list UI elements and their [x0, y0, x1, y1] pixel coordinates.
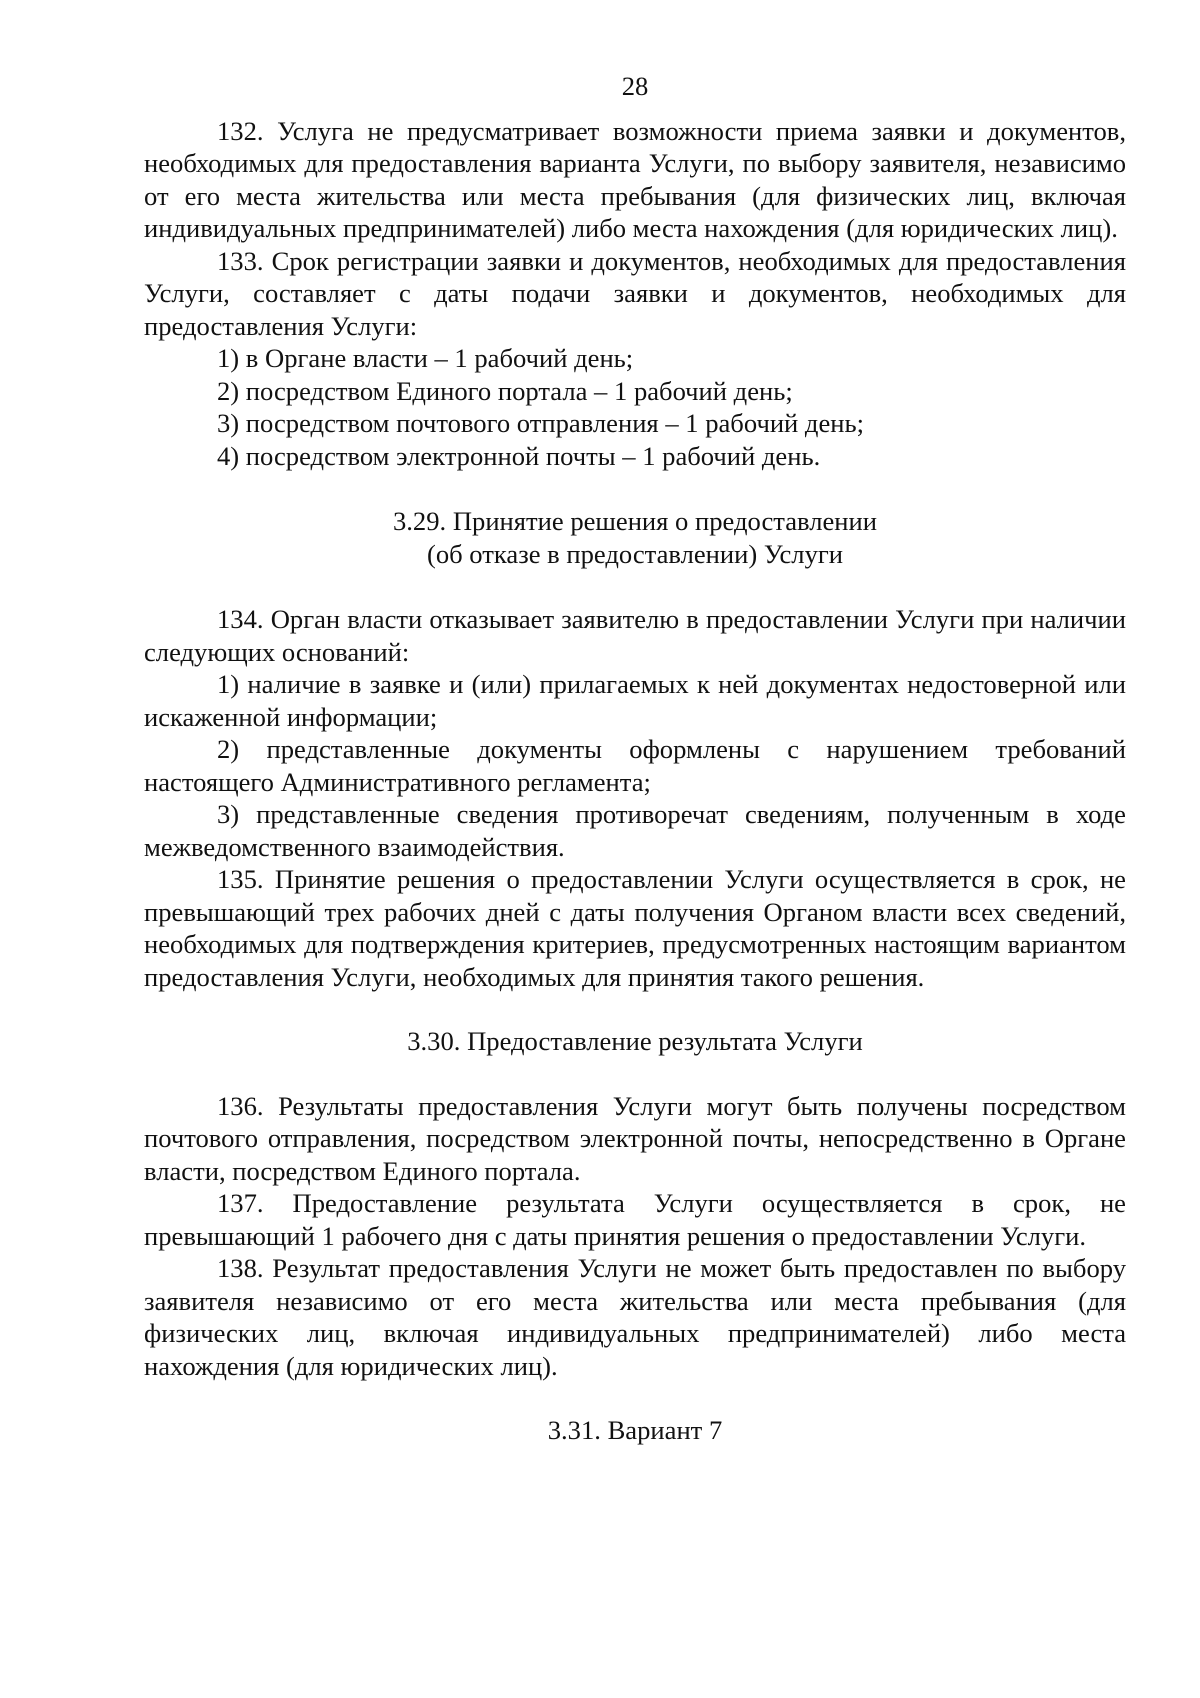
section-heading-3-30: [144, 1025, 1126, 1058]
section-title-line: (об отказе в предоставлении) Услуги: [426, 538, 844, 569]
page-number: 28: [621, 71, 649, 101]
list-item: 3) посредством почтового отправления – 1 рабочий день;: [217, 408, 865, 438]
section-title-line: 3.29. Принятие решения о предоставлении: [392, 506, 877, 536]
paragraph-136: 136. Результаты предоставления Услуги могут быть получены посредством почтового отправления, посредством электронной почты, непосредственно в Органе власти, посредством Единого портала.: [144, 1090, 1126, 1186]
list-item: 3) представленные сведения противоречат сведениям, полученным в ходе межведомственного взаимодействия.: [144, 799, 1126, 862]
paragraph-134: 134. Орган власти отказывает заявителю в предоставлении Услуги при наличии следующих оснований:: [144, 604, 1126, 667]
list-item: 2) представленные документы оформлены с нарушением требований настоящего Административного регламента;: [144, 734, 1126, 797]
paragraph-135: 135. Принятие решения о предоставлении Услуги осуществляется в срок, не превышающий трех рабочих дней с даты получения Органом власти всех сведений, необходимых для подтверждения критериев, предусмотренных настоящим вариантом предоставления Услуги, необходимых для принятия такого решения.: [144, 864, 1126, 992]
paragraph-137: 137. Предоставление результата Услуги осуществляется в срок, не превышающий 1 рабочего дня с даты принятия решения о предоставлении Услуги.: [144, 1188, 1126, 1251]
paragraph-133: 133. Срок регистрации заявки и документов, необходимых для предоставления Услуги, составляет с даты подачи заявки и документов, необходимых для предоставления Услуги:: [144, 245, 1126, 341]
list-item: 1) в Органе власти – 1 рабочий день;: [217, 343, 634, 373]
document-page: [144, 70, 1126, 1479]
section-title: 3.30. Предоставление результата Услуги: [407, 1026, 863, 1056]
list-item: 1) наличие в заявке и (или) прилагаемых к ней документах недостоверной или искаженной информации;: [144, 669, 1126, 732]
list-item: 2) посредством Единого портала – 1 рабочий день;: [217, 375, 793, 406]
paragraph-132: 132. Услуга не предусматривает возможности приема заявки и документов, необходимых для предоставления варианта Услуги, по выбору заявителя, независимо от его места жительства или места пребывания (для физических лиц, включая индивидуальных предпринимателей) либо места нахождения (для юридических лиц).: [144, 115, 1126, 243]
list-item: 4) посредством электронной почты – 1 рабочий день.: [217, 440, 821, 471]
section-heading-3-31: [144, 1414, 1126, 1447]
section-heading-3-29: [144, 505, 1126, 570]
section-title: 3.31. Вариант 7: [547, 1415, 723, 1445]
paragraph-138: 138. Результат предоставления Услуги не может быть предоставлен по выбору заявителя независимо от его места жительства или места пребывания (для физических лиц, включая индивидуальных предпринимателей) либо места нахождения (для юридических лиц).: [144, 1253, 1126, 1381]
